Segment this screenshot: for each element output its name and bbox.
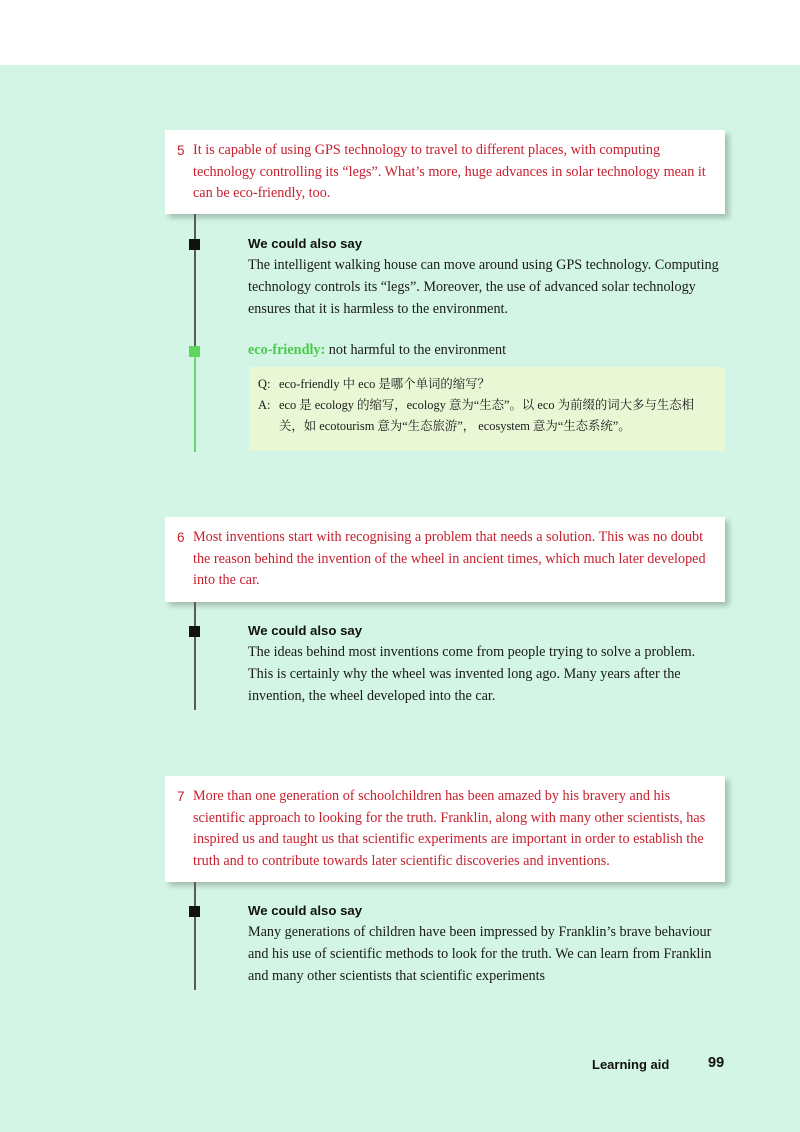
- also-say-heading: We could also say: [248, 623, 363, 638]
- qa-box: [249, 367, 725, 451]
- item-number: 5: [177, 143, 185, 158]
- footer-label: Learning aid: [592, 1057, 670, 1072]
- quote-text: More than one generation of schoolchildren has been amazed by his bravery and his scientific approach to looking for the truth. Franklin, along with many other scientists, has inspired us and taught us that scientific experiments are important in order to establish the truth and to contribute towards later scientific discoveries and inventions.: [193, 788, 706, 869]
- item-number: 6: [177, 530, 185, 545]
- also-say-text: The ideas behind most inventions come from people trying to solve a problem. This is certainly why the wheel was invented long ago. Many years after the invention, the wheel developed into the car.: [248, 644, 696, 704]
- also-say-heading: We could also say: [248, 236, 363, 251]
- answer-text: eco 是 ecology 的缩写，ecology 意为“生态”。以 eco 为前缀的词大多与生态相关，如 ecotourism 意为“生态旅游”， ecosystem 意为“生态系统”。: [279, 398, 695, 433]
- connector-line: [194, 602, 196, 710]
- quote-box-7: [165, 776, 725, 882]
- also-say-heading: We could also say: [248, 903, 363, 918]
- vocab-definition: not harmful to the environment: [325, 342, 507, 358]
- question-label: Q:: [258, 377, 271, 391]
- also-say-text: The intelligent walking house can move around using GPS technology. Computing technology controls its “legs”. Moreover, the use of advanced solar technology ensures that it is harmless to the environment.: [248, 257, 719, 317]
- answer-row: [258, 395, 715, 437]
- quote-text: It is capable of using GPS technology to travel to different places, with computing technology controlling its “legs”. What’s more, huge advances in solar technology mean it can be eco-friendly, too.: [193, 142, 706, 201]
- vocab-term: eco-friendly:: [248, 342, 326, 358]
- square-bullet-icon: [189, 239, 200, 250]
- quote-text: Most inventions start with recognising a problem that needs a solution. This was no doubt the reason behind the invention of the wheel in ancient times, which much later developed into the car.: [193, 529, 706, 588]
- connector-line: [194, 214, 196, 350]
- green-square-bullet-icon: [189, 346, 200, 357]
- square-bullet-icon: [189, 906, 200, 917]
- vocab-connector-line: [194, 350, 196, 452]
- quote-box-5: [165, 130, 725, 214]
- question-row: [258, 374, 715, 395]
- page-number: 99: [708, 1055, 725, 1071]
- connector-line: [194, 882, 196, 990]
- answer-label: A:: [258, 398, 271, 412]
- vocab-entry: [248, 342, 506, 359]
- also-say-text: Many generations of children have been impressed by Franklin’s brave behaviour and his use of scientific methods to look for the truth. We can learn from Franklin and many other scientists that scientific experiments: [248, 924, 712, 984]
- square-bullet-icon: [189, 626, 200, 637]
- item-number: 7: [177, 789, 185, 804]
- quote-box-6: [165, 517, 725, 602]
- question-text: eco-friendly 中 eco 是哪个单词的缩写？: [279, 377, 490, 391]
